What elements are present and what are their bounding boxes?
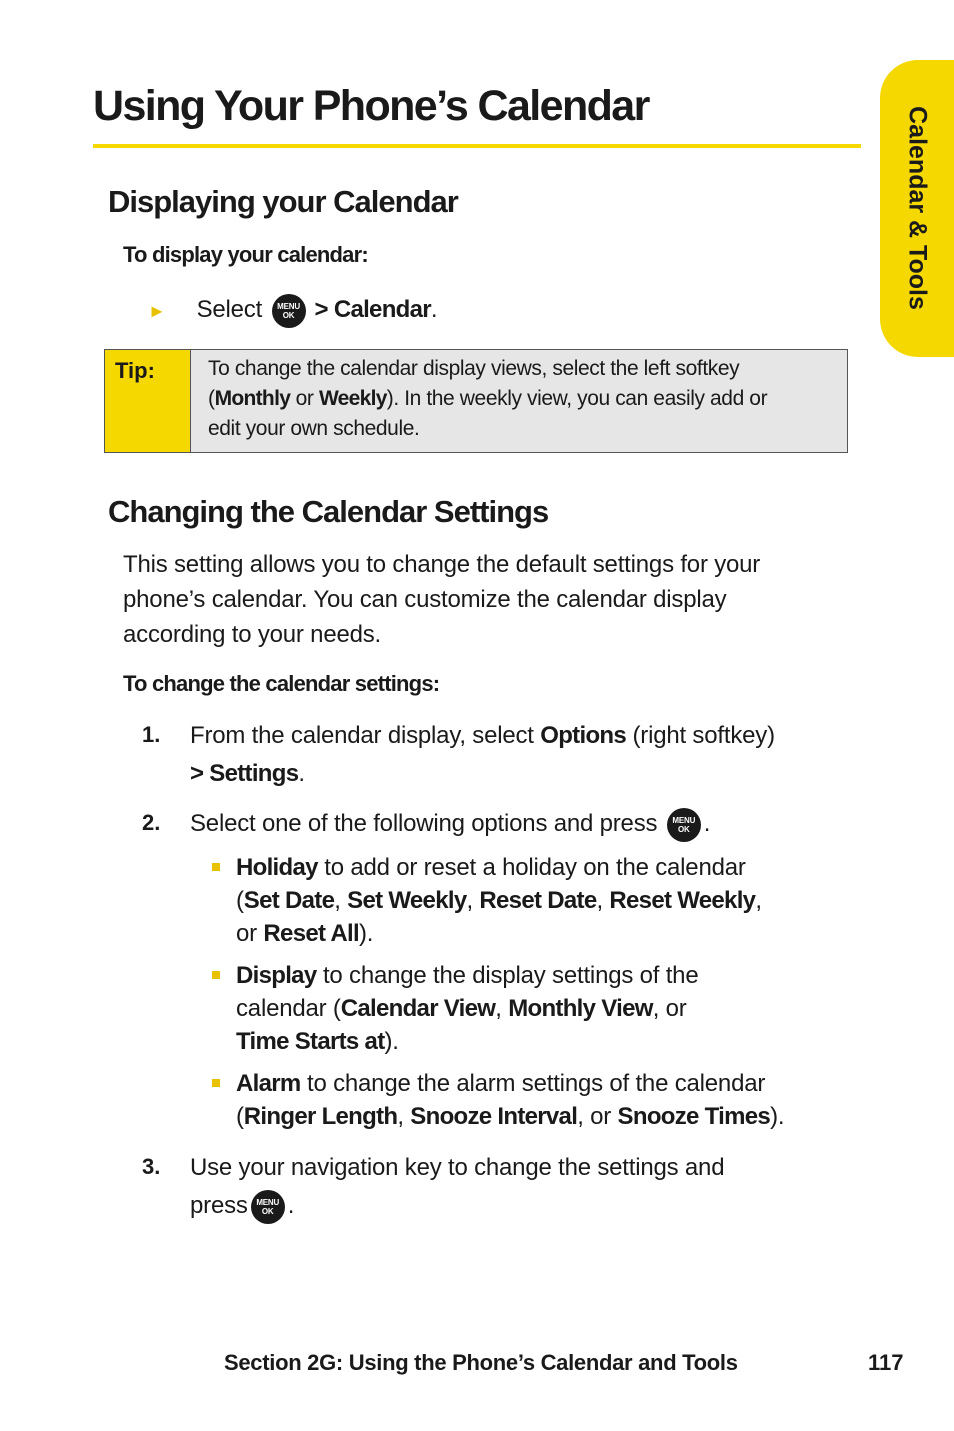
display-label: Display xyxy=(236,962,317,989)
step-1-number: 1. xyxy=(142,722,161,747)
triangle-arrow-icon: ► xyxy=(148,301,166,321)
step-1-text: From the calendar display, select Options (right softkey) > Settings. xyxy=(190,722,775,787)
holiday-label: Holiday xyxy=(236,854,318,881)
side-tab xyxy=(880,60,954,357)
tip-label: Tip: xyxy=(105,350,191,452)
calendar-target: Calendar xyxy=(333,296,431,323)
subhead-display: To display your calendar: xyxy=(123,242,368,267)
holiday-bullet: Holiday to add or reset a holiday on the calendar (Set Date, Set Weekly, Reset Date, Reset Weekly, or Reset All). xyxy=(236,854,762,947)
menu-ok-icon: MENU OK xyxy=(667,808,701,842)
bullet-marker xyxy=(212,1079,220,1087)
intro-paragraph: This setting allows you to change the default settings for your phone’s calendar. You can customize the calendar display according to your needs. xyxy=(123,551,761,648)
subhead-change: To change the calendar settings: xyxy=(123,671,440,696)
title-rule xyxy=(93,144,861,148)
section-heading-displaying: Displaying your Calendar xyxy=(108,184,458,219)
footer-section-title: Section 2G: Using the Phone’s Calendar and Tools xyxy=(224,1350,738,1375)
alarm-label: Alarm xyxy=(236,1070,301,1097)
step-2-text: Select one of the following options and press MENU OK . xyxy=(190,805,710,843)
page-title: Using Your Phone’s Calendar xyxy=(93,82,649,130)
options-softkey: Options xyxy=(540,722,627,749)
menu-ok-icon: MENU OK xyxy=(272,294,306,328)
page-number: 117 xyxy=(868,1350,904,1375)
tip-text: To change the calendar display views, select the left softkey (Monthly or Weekly). In the weekly view, you can easily add or edit your own schedule. xyxy=(191,350,847,452)
side-tab-label: Calendar & Tools xyxy=(903,106,932,310)
bullet-marker xyxy=(212,863,220,871)
display-step: ► Select MENU OK > Calendar. xyxy=(148,291,437,330)
step-3-text: Use your navigation key to change the settings and press MENU OK . xyxy=(190,1149,724,1225)
step-3-number: 3. xyxy=(142,1154,161,1179)
select-text: Select xyxy=(196,296,263,323)
menu-ok-icon: MENU OK xyxy=(251,1190,285,1224)
tip-box xyxy=(104,349,848,453)
settings-target: > Settings xyxy=(190,760,299,787)
section-heading-changing: Changing the Calendar Settings xyxy=(108,494,549,529)
tip-weekly: Weekly xyxy=(318,387,387,410)
gt-separator: > xyxy=(308,296,334,323)
alarm-bullet: Alarm to change the alarm settings of the calendar (Ringer Length, Snooze Interval, or Snooze Times). xyxy=(236,1070,785,1130)
bullet-marker xyxy=(212,971,220,979)
step-2-number: 2. xyxy=(142,810,161,835)
display-bullet: Display to change the display settings of the calendar (Calendar View, Monthly View, or Time Starts at). xyxy=(236,962,699,1055)
tip-monthly: Monthly xyxy=(214,387,291,410)
